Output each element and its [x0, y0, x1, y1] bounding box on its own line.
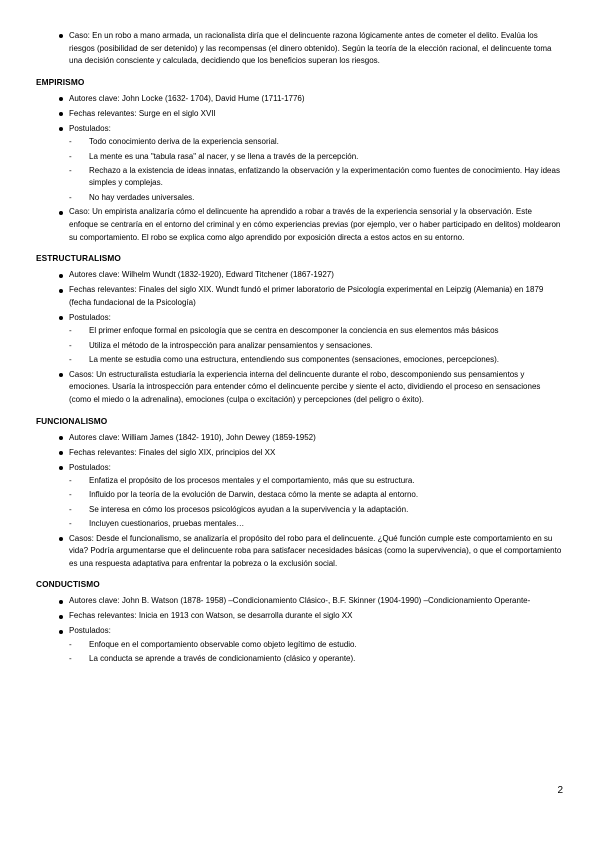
bullet-item: [36, 369, 563, 407]
sub-item: - Rechazo a la existencia de ideas innatas, enfatizando la observación y la experimentación como fuentes de conocimiento. Hay ideas simples y complejas.: [69, 165, 563, 190]
section: [36, 416, 563, 571]
bullet-text: Fechas relevantes: Finales del siglo XIX, principios del XX: [69, 447, 276, 457]
section: [36, 579, 563, 665]
bullet-item: [36, 269, 563, 282]
bullet-item: [36, 206, 563, 244]
sub-item: - Enfoque en el comportamiento observable como objeto legítimo de estudio.: [69, 639, 563, 652]
bullet-text: Autores clave: John Locke (1632- 1704), David Hume (1711-1776): [69, 93, 305, 103]
sub-list: [69, 475, 563, 530]
bullet-text: Autores clave: Wilhelm Wundt (1832-1920), Edward Titchener (1867-1927): [69, 270, 334, 280]
bullet-item: [36, 93, 563, 106]
sub-item: - No hay verdades universales.: [69, 192, 563, 205]
bullet-item: [36, 432, 563, 445]
bullet-text: Postulados:: [69, 123, 111, 133]
bullet-item: [36, 108, 563, 121]
bullet-item: [36, 30, 563, 68]
bullet-list: [36, 269, 563, 406]
section-title: FUNCIONALISMO: [36, 415, 108, 426]
bullet-text: Postulados:: [69, 626, 111, 636]
section-title: EMPIRISMO: [36, 76, 85, 87]
bullet-list: [36, 30, 563, 68]
bullet-item: [36, 284, 563, 309]
bullet-item: [36, 462, 563, 531]
bullet-text: Postulados:: [69, 312, 111, 322]
sub-list: [69, 136, 563, 204]
sub-item: - La mente es una "tabula rasa" al nacer, y se llena a través de la percepción.: [69, 151, 563, 164]
section: [36, 253, 563, 406]
sub-item: - Incluyen cuestionarios, pruebas mentales…: [69, 518, 563, 531]
bullet-text: Fechas relevantes: Inicia en 1913 con Watson, se desarrolla durante el siglo XX: [69, 611, 353, 621]
sub-item: - La mente se estudia como una estructura, entendiendo sus componentes (sensaciones, emociones, percepciones).: [69, 354, 563, 367]
bullet-text: Postulados:: [69, 462, 111, 472]
document-page: [36, 30, 563, 668]
bullet-item: [36, 595, 563, 608]
sub-item: - Se interesa en cómo los procesos psicológicos ayudan a la supervivencia y la adaptación.: [69, 504, 563, 517]
section-title: CONDUCTISMO: [36, 579, 100, 590]
bullet-text: Caso: En un robo a mano armada, un racionalista diría que el delincuente razona lógicamente antes de cometer el delito. Evalúa los riesgos (posibilidad de ser detenido) y las recompensas (el dinero obtenido). Según la teoría de la elección racional, el delincuente toma una decisión consciente y calculada, decidiendo que los beneficios superan los riesgos.: [69, 31, 552, 66]
sub-item: - Enfatiza el propósito de los procesos mentales y el comportamiento, más que su estructura.: [69, 475, 563, 488]
section: [36, 30, 563, 68]
bullet-list: [36, 93, 563, 244]
bullet-item: [36, 533, 563, 571]
sub-list: [69, 639, 563, 666]
sub-item: - El primer enfoque formal en psicología que se centra en descomponer la conciencia en sus elementos más básicos: [69, 325, 563, 338]
bullet-list: [36, 595, 563, 665]
bullet-text: Caso: Un empirista analizaría cómo el delincuente ha aprendido a robar a través de la experiencia sensorial y la observación. Este enfoque se centraría en el entorno del criminal y en cómo experiencias previas (por ejemplo, ver o haber participado en delitos) moldearon su comportamiento. El robo se explica como algo aprendido por exposición directa a estos actos en su entorno.: [69, 207, 561, 242]
bullet-item: [36, 123, 563, 204]
sub-item: - La conducta se aprende a través de condicionamiento (clásico y operante).: [69, 653, 563, 666]
bullet-text: Autores clave: John B. Watson (1878- 1958) –Condicionamiento Clásico-, B.F. Skinner (1904-1990) –Condicionamiento Operante-: [69, 596, 531, 606]
section: [36, 77, 563, 244]
bullet-item: [36, 447, 563, 460]
bullet-text: Casos: Un estructuralista estudiaría la experiencia interna del delincuente durante el robo, descomponiendo sus pensamientos y emociones. Usaría la introspección para entender cómo el delincuente percibe y siente el acto, dividiendo el proceso en sensaciones (como el miedo o la adrenalina), emociones (culpa o excitación) y percepciones (del peligro o éxito).: [69, 369, 541, 404]
bullet-text: Fechas relevantes: Finales del siglo XIX. Wundt fundó el primer laboratorio de Psicología experimental en Leipzig (Alemania) en 1879 (fecha fundacional de la Psicología): [69, 285, 544, 307]
bullet-list: [36, 432, 563, 571]
bullet-text: Casos: Desde el funcionalismo, se analizaría el propósito del robo para el delincuente. ¿Qué función cumple este comportamiento en su vida? Podría argumentarse que el delincuente roba para satisfacer necesidades básicas (como la supervivencia), o que el comportamiento es una respuesta adaptativa para enfrentar la pobreza o la exclusión social.: [69, 533, 562, 568]
sub-item: - Todo conocimiento deriva de la experiencia sensorial.: [69, 136, 563, 149]
sub-item: - Utiliza el método de la introspección para analizar pensamientos y sensaciones.: [69, 340, 563, 353]
bullet-item: [36, 625, 563, 665]
sub-list: [69, 325, 563, 366]
sub-item: - Influido por la teoría de la evolución de Darwin, destaca cómo la mente se adapta al entorno.: [69, 489, 563, 502]
bullet-text: Fechas relevantes: Surge en el siglo XVII: [69, 108, 216, 118]
bullet-item: [36, 312, 563, 367]
bullet-text: Autores clave: William James (1842- 1910), John Dewey (1859-1952): [69, 432, 316, 442]
section-title: ESTRUCTURALISMO: [36, 253, 121, 264]
bullet-item: [36, 610, 563, 623]
page-number: 2: [557, 785, 563, 796]
